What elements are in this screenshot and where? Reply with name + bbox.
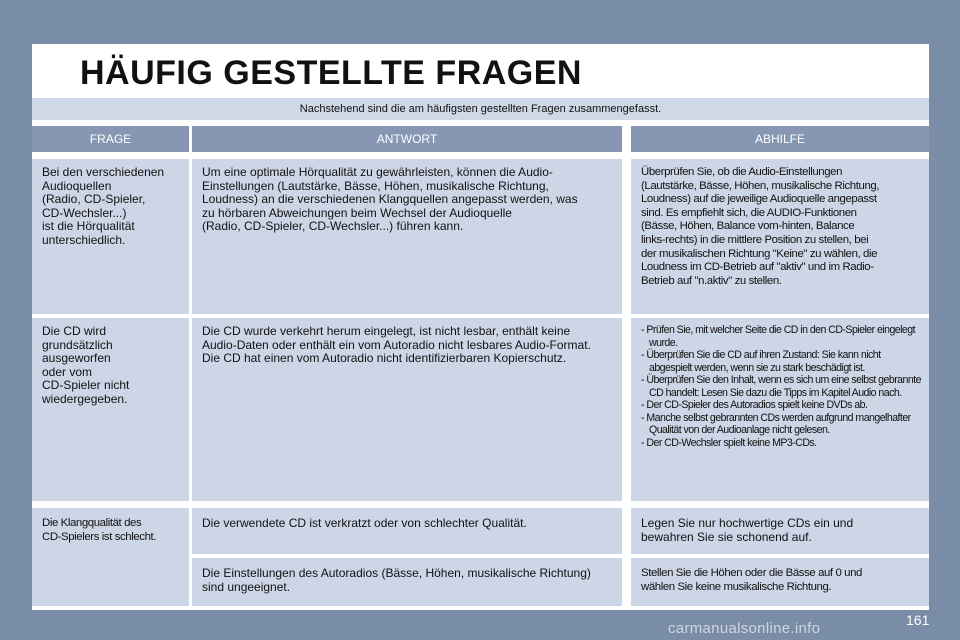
watermark: carmanualsonline.info bbox=[668, 620, 821, 637]
row1-abhilfe: Überprüfen Sie, ob die Audio-Einstellungen (Lautstärke, Bässe, Höhen, musikalische Richtung, Loudness) auf die jeweilige Audioquelle angepasst sind. Es empfiehlt sich, die AUDIO-Funktionen (Bässe, Höhen, Balance vorn-hinten, Balance links-rechts) in die mittlere Position zu stellen, bei der musikalischen Richtung "Keine" zu wählen, die Loudness im CD-Betrieb auf "aktiv" und im Radio- Betrieb auf "n.aktiv" zu stellen. bbox=[631, 159, 929, 314]
header-abhilfe: ABHILFE bbox=[631, 126, 929, 152]
row2-frage: Die CD wird grundsätzlich ausgeworfen oder vom CD-Spieler nicht wiedergegeben. bbox=[32, 318, 189, 501]
list-item: - Überprüfen Sie den Inhalt, wenn es sich um eine selbst gebrannte CD handelt: Lesen Sie dazu die Tipps im Kapitel Audio nach. bbox=[641, 374, 921, 399]
page-title: HÄUFIG GESTELLTE FRAGEN bbox=[80, 54, 582, 92]
list-item: - Der CD-Wechsler spielt keine MP3-CDs. bbox=[641, 436, 817, 449]
row1-frage: Bei den verschiedenen Audioquellen (Radio, CD-Spieler, CD-Wechsler...) ist die Hörqualität unterschiedlich. bbox=[32, 159, 189, 314]
row3-abhilfe-a: Legen Sie nur hochwertige CDs ein und bewahren Sie sie schonend auf. bbox=[631, 508, 929, 554]
row3-antwort-a: Die verwendete CD ist verkratzt oder von schlechter Qualität. bbox=[192, 508, 622, 554]
list-item: - Manche selbst gebrannten CDs werden aufgrund mangelhafter Qualität von der Audioanlage nicht gelesen. bbox=[641, 411, 911, 436]
header-antwort: ANTWORT bbox=[192, 126, 622, 152]
list-item: - Der CD-Spieler des Autoradios spielt keine DVDs ab. bbox=[641, 399, 868, 411]
row1-antwort: Um eine optimale Hörqualität zu gewährleisten, können die Audio- Einstellungen (Lautstärke, Bässe, Höhen, musikalische Richtung, Loudness) an die verschiedenen Klangquellen angepasst werden, was zu hörbaren Abweichungen beim Wechsel der Audioquelle (Radio, CD-Spieler, CD-Wechsler...) führen kann. bbox=[192, 159, 622, 314]
row2-abhilfe bbox=[631, 318, 929, 501]
list-item: - Prüfen Sie, mit welcher Seite die CD in den CD-Spieler eingelegt wurde. bbox=[641, 324, 916, 349]
page-subtitle: Nachstehend sind die am häufigsten gestellten Fragen zusammengefasst. bbox=[32, 98, 929, 120]
page-number: 161 bbox=[906, 612, 930, 628]
row3-antwort-b: Die Einstellungen des Autoradios (Bässe, Höhen, musikalische Richtung) sind ungeeignet. bbox=[192, 558, 622, 606]
header-frage: FRAGE bbox=[32, 126, 189, 152]
row3-abhilfe-b: Stellen Sie die Höhen oder die Bässe auf 0 und wählen Sie keine musikalische Richtung. bbox=[631, 558, 929, 606]
row2-antwort: Die CD wurde verkehrt herum eingelegt, ist nicht lesbar, enthält keine Audio-Daten oder enthält ein vom Autoradio nicht lesbares Audio-Format. Die CD hat einen vom Autoradio nicht identifizierbaren Kopierschutz. bbox=[192, 318, 622, 501]
row2-abhilfe-list bbox=[641, 324, 923, 449]
list-item: - Überprüfen Sie die CD auf ihren Zustand: Sie kann nicht abgespielt werden, wenn sie zu stark beschädigt ist. bbox=[641, 349, 881, 374]
row3-frage: Die Klangqualität des CD-Spielers ist schlecht. bbox=[32, 508, 189, 606]
